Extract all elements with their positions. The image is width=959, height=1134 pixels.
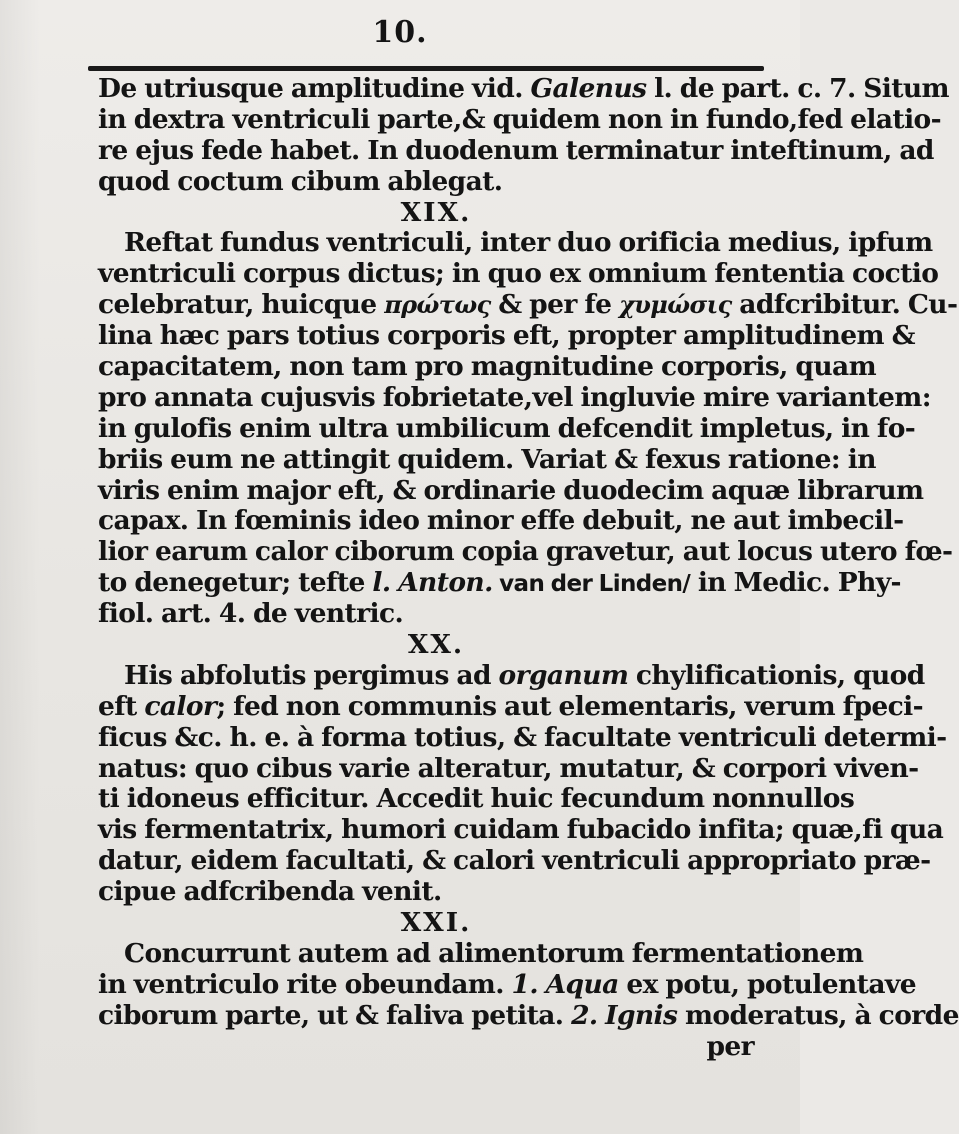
text-line (98, 351, 877, 383)
text-segment: chylificationis, quod (628, 659, 925, 691)
text-line (98, 968, 916, 1001)
page-gutter-shadow (0, 0, 40, 1134)
text-segment: cipue adfcribenda venit. (98, 876, 442, 908)
text-segment: ; fed non communis aut elementaris, verum fpeci- (216, 690, 924, 722)
text-line (98, 536, 953, 568)
text-segment-bl: van der Linden/ (492, 571, 691, 598)
text-segment: Reftat fundus ventriculi, inter duo orificia medius, ipfum (124, 227, 933, 259)
text-segment: vis fermentatrix, humori cuidam fubacido infita; quæ,fi qua (98, 814, 944, 846)
text-line (98, 320, 915, 352)
text-line (98, 474, 924, 507)
text-line (98, 937, 864, 970)
text-segment: fiol. art. 4. de ventric. (98, 598, 404, 630)
text-segment: to denegetur; tefte (98, 567, 373, 599)
header-rule (88, 66, 764, 71)
text-line (98, 1032, 774, 1063)
text-segment: Concurrunt autem ad alimentorum fermentationem (124, 937, 864, 969)
text-segment: ficus &c. h. e. à forma totius, & facultate ventriculi determi- (98, 721, 947, 753)
text-segment: XXI. (400, 907, 472, 939)
text-segment: ex potu, potulentave (618, 968, 916, 1000)
text-segment: capax. In fœminis ideo minor effe debuit, ne aut imbecil- (98, 505, 904, 537)
text-segment: XIX. (400, 196, 472, 228)
text-segment: in gulofis enim ultra umbilicum defcendit impletus, in fo- (98, 412, 916, 444)
text-segment: natus: quo cibus varie alteratur, mutatur, & corpori viven- (98, 752, 919, 784)
text-segment: per (706, 1030, 754, 1062)
text-line (98, 752, 919, 785)
text-segment-it: Galenus (530, 73, 647, 104)
text-segment-it: organum (498, 659, 629, 691)
text-segment: in ventriculo rite obeundam. (98, 968, 512, 1000)
text-segment-gr: χυμώσις (619, 290, 732, 320)
text-segment: briis eum ne attingit quidem. Variat & fexus ratione: in (98, 443, 876, 475)
text-line (98, 258, 939, 290)
text-line (98, 845, 931, 877)
text-segment: pro annata cujusvis fobrietate,vel ingluvie mire variantem: (98, 381, 931, 413)
text-segment: l. de part. c. 7. Situm (646, 73, 949, 104)
text-segment: re ejus fede habet. In duodenum terminatur inteftinum, ad (98, 134, 934, 166)
text-line (98, 134, 934, 167)
text-line (98, 227, 933, 259)
text-segment: De utriusque amplitudine vid. (98, 73, 531, 104)
section-heading (98, 198, 774, 229)
text-segment: lina hæc pars totius corporis eft, propter amplitudinem & (98, 320, 915, 352)
text-segment: lior earum calor ciborum copia gravetur, aut locus utero fœ- (98, 536, 953, 568)
text-segment: capacitatem, non tam pro magnitudine corporis, quam (98, 351, 877, 383)
text-segment-it: 2. Ignis (571, 999, 678, 1031)
text-segment: datur, eidem facultati, & calori ventriculi appropriato præ- (98, 845, 931, 877)
text-line (98, 505, 904, 537)
text-line (98, 690, 924, 723)
text-segment: in Medic. Phy- (690, 567, 901, 599)
text-segment: eft (98, 690, 145, 722)
text-line (98, 877, 774, 908)
text-segment: XX. (407, 629, 465, 661)
text-line (98, 659, 925, 692)
text-line (98, 103, 942, 136)
text-segment: His abfolutis pergimus ad (124, 659, 499, 691)
text-segment-it: 1. Aqua (511, 968, 619, 1000)
text-segment: quod coctum cibum ablegat. (98, 165, 503, 197)
text-line (98, 567, 901, 599)
text-line (98, 721, 947, 754)
body-text (98, 73, 959, 1063)
text-line (98, 167, 774, 198)
text-line (98, 999, 959, 1032)
text-segment-it: l. Anton. (372, 567, 493, 599)
section-heading (98, 630, 774, 661)
text-segment: celebratur, huicque (98, 289, 385, 321)
text-segment: moderatus, à corde (677, 999, 959, 1031)
text-segment: adfcribitur. Cu- (731, 289, 958, 321)
text-segment: ti idoneus efficitur. Accedit huic fecundum nonnullos (98, 783, 855, 815)
text-line (98, 381, 931, 414)
text-segment: viris enim major eft, & ordinarie duodecim aquæ librarum (98, 474, 924, 506)
text-line (98, 783, 855, 815)
text-segment: & per fe (490, 289, 620, 321)
text-line (98, 412, 916, 445)
text-line (98, 814, 944, 846)
text-line (98, 599, 774, 630)
section-heading (98, 908, 774, 939)
text-line (98, 289, 958, 321)
text-line (98, 73, 949, 105)
text-segment-it: calor (144, 690, 217, 722)
page-number: 10. (372, 15, 428, 50)
text-segment: ventriculi corpus dictus; in quo ex omnium fententia coctio (98, 258, 939, 290)
text-segment-gr: πρώτως (384, 290, 491, 320)
text-line (98, 443, 876, 476)
text-segment: in dextra ventriculi parte,& quidem non in fundo,fed elatio- (98, 103, 942, 135)
text-segment: ciborum parte, ut & faliva petita. (98, 999, 572, 1031)
